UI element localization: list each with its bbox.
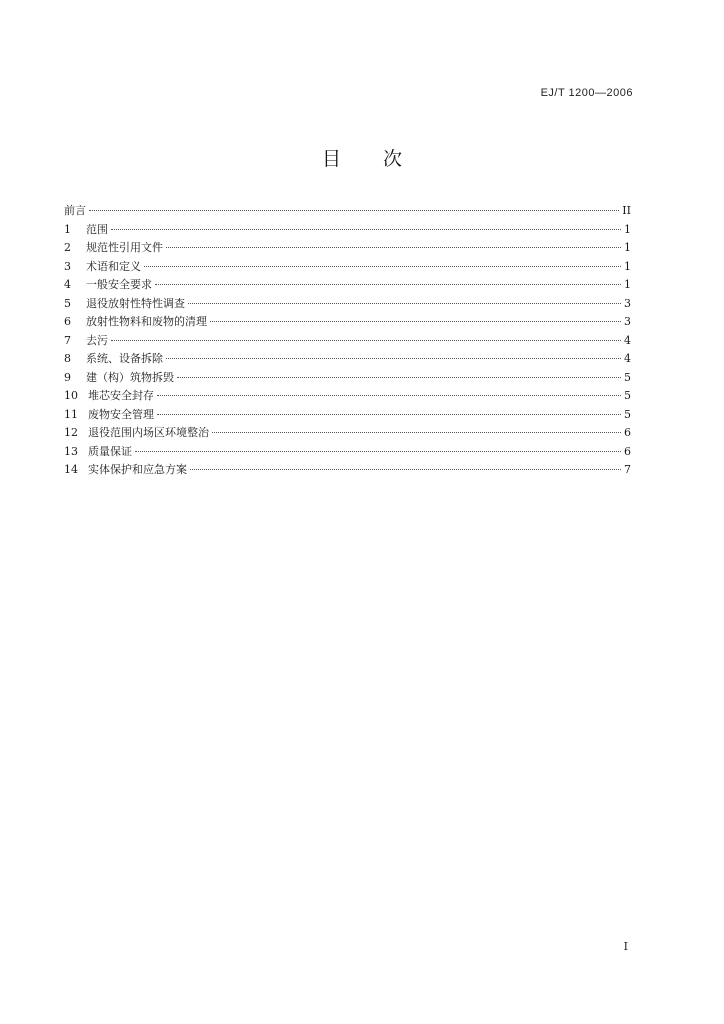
toc-entry[interactable] [64,313,631,332]
toc-entry-label: 退役放射性特性调查 [86,296,185,310]
toc-entry-label: 退役范围内场区环境整治 [88,426,209,439]
toc-entry-number: 3 [64,259,71,273]
toc-dot-leader [155,284,621,285]
page-title: 目 次 [321,148,421,170]
toc-entry[interactable] [64,369,631,388]
toc-entry-label: 规范性引用文件 [86,241,163,254]
toc-entry-label: 前言 [64,204,86,217]
toc-entry[interactable] [64,406,631,425]
toc-entry-label: 废物安全管理 [88,407,154,421]
toc-entry-number: 6 [64,315,71,328]
toc-dot-leader [188,303,621,304]
toc-entry-number: 4 [64,278,71,291]
toc-entry-number: 14 [64,463,78,476]
toc-entry-label: 范围 [86,222,108,236]
toc-entry-number: 11 [64,407,78,421]
toc-entry-page: 1 [624,259,631,273]
toc-dot-leader [177,377,621,378]
toc-entry-page: 5 [624,370,631,384]
page-number: I [623,940,628,953]
toc-entry-label: 建（构）筑物拆毁 [86,370,174,384]
toc-entry-number: 2 [64,241,71,254]
toc-entry[interactable] [64,443,631,462]
toc-dot-leader [166,358,621,359]
toc-entry-page: 5 [624,407,631,421]
toc-entry[interactable] [64,202,631,221]
toc-entry[interactable] [64,387,631,406]
toc-entry[interactable] [64,424,631,443]
toc-entry-page: 4 [624,352,631,365]
toc-entry-page: 3 [624,296,631,310]
toc-entry-page: 6 [624,444,631,458]
toc-dot-leader [166,247,621,248]
toc-entry-page: 1 [624,278,631,291]
toc-entry[interactable] [64,295,631,314]
toc-entry[interactable] [64,461,631,480]
toc-entry-label: 去污 [86,333,108,347]
toc-entry-page: 1 [624,222,631,236]
toc-entry[interactable] [64,221,631,240]
table-of-contents [64,202,631,480]
toc-entry-number: 13 [64,444,78,458]
toc-dot-leader [190,469,621,470]
toc-entry-page: 1 [624,241,631,254]
toc-entry[interactable] [64,276,631,295]
toc-entry-label: 一般安全要求 [86,278,152,291]
toc-dot-leader [144,266,621,267]
toc-dot-leader [89,210,619,211]
toc-entry-number: 12 [64,426,78,439]
toc-entry[interactable] [64,258,631,277]
document-code: EJ/T 1200—2006 [540,87,633,99]
toc-dot-leader [111,340,621,341]
toc-entry-label: 堆芯安全封存 [88,389,154,402]
toc-entry-page: 5 [624,389,631,402]
toc-dot-leader [111,229,621,230]
toc-entry[interactable] [64,350,631,369]
toc-entry[interactable] [64,239,631,258]
toc-entry-page: 6 [624,426,631,439]
toc-entry-number: 8 [64,352,71,365]
toc-entry-number: 7 [64,333,71,347]
toc-entry-page: 3 [624,315,631,328]
toc-entry-page: 7 [624,463,631,476]
toc-dot-leader [157,414,621,415]
toc-entry-label: 术语和定义 [86,259,141,273]
toc-entry-number: 9 [64,370,71,384]
toc-entry-label: 实体保护和应急方案 [88,463,187,476]
toc-dot-leader [157,395,621,396]
toc-dot-leader [210,321,621,322]
toc-entry[interactable] [64,332,631,351]
toc-dot-leader [135,451,621,452]
toc-dot-leader [212,432,621,433]
toc-entry-label: 放射性物料和废物的清理 [86,315,207,328]
toc-entry-number: 10 [64,389,78,402]
toc-entry-label: 质量保证 [88,444,132,458]
toc-entry-number: 5 [64,296,71,310]
toc-entry-label: 系统、设备拆除 [86,352,163,365]
toc-entry-page: II [622,204,631,217]
toc-entry-page: 4 [624,333,631,347]
toc-entry-number: 1 [64,222,71,236]
